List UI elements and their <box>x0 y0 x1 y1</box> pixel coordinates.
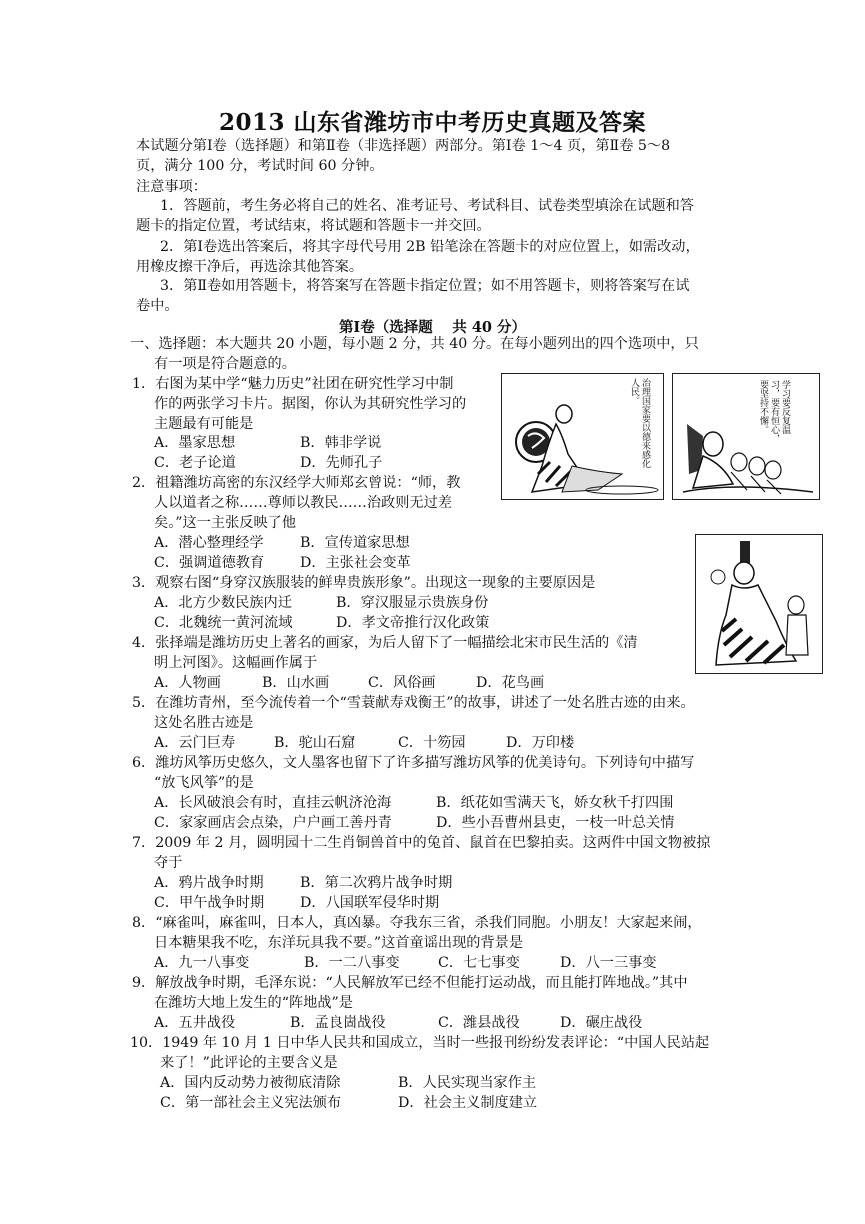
option-a: A．鸦片战争时期 <box>154 875 264 891</box>
question-3-text: 3．观察右图“身穿汉族服装的鲜卑贵族形象”。出现这一现象的主要原因是 <box>132 575 596 591</box>
option-d: D．先师孔子 <box>300 455 383 471</box>
option-d: D．八国联军侵华时期 <box>300 895 440 911</box>
note-line: 题卡的指定位置，考试结束，将试题和答题卡一并交回。 <box>136 218 491 234</box>
option-a: A．潜心整理经学 <box>154 535 264 551</box>
option-a: A．五井战役 <box>154 1015 236 1031</box>
option-d: D．万印楼 <box>506 735 575 751</box>
card-2-caption: 学习要反复温习，要有恒心，要坚持不懈。 <box>758 380 790 443</box>
question-5-text: 5．在潍坊青州，至今流传着一个“雪蓑献寿戏衡王”的故事，讲述了一处名胜古迹的由来。 <box>132 695 695 711</box>
question-5-text: 这处名胜古迹是 <box>154 715 254 731</box>
option-a: A．国内反动势力被彻底清除 <box>160 1075 341 1091</box>
intro-line: 本试题分第Ⅰ卷（选择题）和第Ⅱ卷（非选择题）两部分。第Ⅰ卷 1～4 页，第Ⅱ卷 5～8 <box>136 138 671 154</box>
option-b: B．驼山石窟 <box>274 735 356 751</box>
question-4-text: 明上河图》。这幅画作属于 <box>154 655 318 671</box>
option-c: C．七七事变 <box>438 955 520 971</box>
question-7-text: 夺于 <box>154 855 183 871</box>
note-line: 用橡皮擦干净后，再选涂其他答案。 <box>136 259 364 275</box>
question-2-text: 矣。”这一主张反映了他 <box>154 515 297 531</box>
option-b: B．纸花如雪满天飞，娇女秋千打四围 <box>436 795 674 811</box>
option-a: A．云门巨寿 <box>154 735 236 751</box>
option-c: C．老子论道 <box>154 455 236 471</box>
page-title: 2013 山东省潍坊市中考历史真题及答案 <box>218 109 647 136</box>
option-d: D．八一三事变 <box>560 955 657 971</box>
xianbei-noble-figure <box>695 534 823 674</box>
question-9-text: 9．解放战争时期，毛泽东说：“人民解放军已经不但能打运动战，而且能打阵地战。”其中 <box>132 975 688 991</box>
option-a: A．人物画 <box>154 675 221 691</box>
option-a: A．北方少数民族内迁 <box>154 595 292 611</box>
option-d: D．些小吾曹州县吏，一枝一叶总关情 <box>436 815 675 831</box>
question-8-text: 8．“麻雀叫，麻雀叫，日本人，真凶暴。夺我东三省，杀我们同胞。小朋友！大家起来闹， <box>132 915 702 931</box>
option-c: C．强调道德教育 <box>154 555 265 571</box>
question-2-text: 人以道者之称……尊师以教民……治政则无过差 <box>154 495 452 511</box>
option-b: B．宣传道家思想 <box>300 535 410 551</box>
question-1-text: 1．右图为某中学“魅力历史”社团在研究性学习中制 <box>132 376 454 392</box>
question-7-text: 7．2009 年 2 月，圆明园十二生肖铜兽首中的兔首、鼠首在巴黎拍卖。这两件中国文物被掠 <box>132 835 711 851</box>
option-b: B．一二八事变 <box>304 955 400 971</box>
option-b: B．孟良崮战役 <box>290 1015 386 1031</box>
option-c: C．潍县战役 <box>438 1015 520 1031</box>
learning-card-2-figure <box>672 373 820 500</box>
option-c: C．十笏园 <box>398 735 466 751</box>
question-4-text: 4．张择端是潍坊历史上著名的画家，为后人留下了一幅描绘北宋市民生活的《清 <box>132 635 638 651</box>
intro-line: 页，满分 100 分，考试时间 60 分钟。 <box>136 158 384 174</box>
option-d: D．花鸟画 <box>476 675 545 691</box>
option-c: C．甲午战争时期 <box>154 895 265 911</box>
option-c: C．风俗画 <box>368 675 436 691</box>
teacher-students-illustration <box>673 374 819 499</box>
question-8-text: 日本糖果我不吃，东洋玩具我不要。”这首童谣出现的背景是 <box>154 935 524 951</box>
option-a: A．九一八事变 <box>154 955 250 971</box>
option-b: B．第二次鸦片战争时期 <box>300 875 453 891</box>
question-6-text: “放飞风筝”的是 <box>154 775 254 791</box>
option-d: D．主张社会变革 <box>300 555 411 571</box>
section-title: 第Ⅰ卷（选择题 共 40 分） <box>338 319 527 336</box>
note-line: 2．第Ⅰ卷选出答案后，将其字母代号用 2B 铅笔涂在答题卡的对应位置上，如需改动， <box>160 239 700 255</box>
instruction-line: 有一项是符合题意的。 <box>154 356 296 372</box>
question-6-text: 6．潍坊风筝历史悠久，文人墨客也留下了许多描写潍坊风筝的优美诗句。下列诗句中描写 <box>132 755 695 771</box>
note-line: 卷中。 <box>136 298 179 314</box>
question-1-text: 主题最有可能是 <box>154 416 254 432</box>
question-10-text: 10．1949 年 10 月 1 日中华人民共和国成立，当时一些报刊纷纷发表评论：“中国人民站起 <box>130 1035 710 1051</box>
option-a: A．长风破浪会有时，直挂云帆济沧海 <box>154 795 392 811</box>
note-line: 1．答题前，考生务必将自己的姓名、准考证号、考试科目、试卷类型填涂在试题和答 <box>160 198 694 214</box>
option-a: A．墨家思想 <box>154 435 236 451</box>
instruction-line: 一、选择题：本大题共 20 小题，每小题 2 分，共 40 分。在每小题列出的四个选项中，只 <box>130 336 699 352</box>
option-b: B．穿汉服显示贵族身份 <box>336 595 489 611</box>
option-b: B．韩非学说 <box>300 435 382 451</box>
option-b: B．山水画 <box>262 675 330 691</box>
question-9-text: 在潍坊大地上发生的“阵地战”是 <box>154 995 353 1011</box>
question-1-text: 作的两张学习卡片。据图，你认为其研究性学习的 <box>154 396 467 412</box>
question-10-text: 来了！”此评论的主要含义是 <box>160 1055 338 1071</box>
option-d: D．社会主义制度建立 <box>398 1095 538 1111</box>
note-line: 3．第Ⅱ卷如用答题卡，将答案写在答题卡指定位置；如不用答题卡，则将答案写在试 <box>160 278 690 294</box>
option-c: C．家家画店会点染，户户画工善丹青 <box>154 815 392 831</box>
option-c: C．北魏统一黄河流域 <box>154 615 293 631</box>
option-b: B．人民实现当家作主 <box>398 1075 537 1091</box>
question-2-text: 2．祖籍潍坊高密的东汉经学大师郑玄曾说：“师，教 <box>132 475 461 491</box>
xianbei-noble-illustration <box>696 535 822 673</box>
option-d: D．碾庄战役 <box>560 1015 643 1031</box>
notes-heading: 注意事项： <box>136 179 207 195</box>
learning-card-1-figure <box>501 373 664 500</box>
card-1-caption: 治理国家要以德来感化人民。 <box>629 378 650 468</box>
option-d: D．孝文帝推行汉化政策 <box>336 615 490 631</box>
option-c: C．第一部社会主义宪法颁布 <box>160 1095 342 1111</box>
